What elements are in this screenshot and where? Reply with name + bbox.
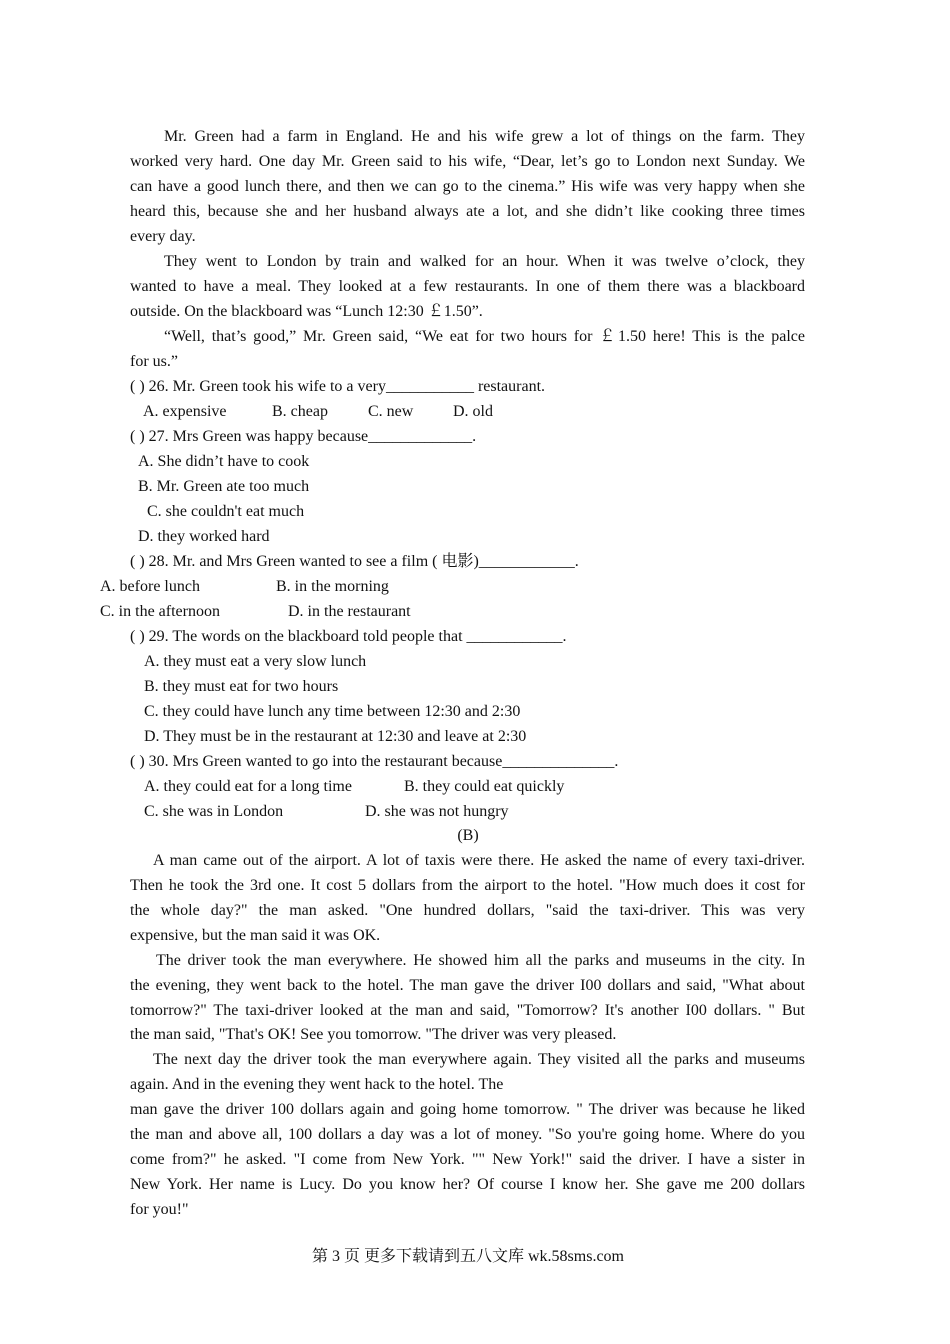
passage-b-p3-line-6: New York. Her name is Lucy. Do you know her? Of course I know her. She gave me 200 dollars — [130, 1176, 805, 1193]
question-28-option-a: A. before lunch — [100, 578, 200, 595]
passage-a-p1-line-5: every day. — [130, 228, 196, 245]
question-29-option-a: A. they must eat a very slow lunch — [144, 653, 367, 670]
passage-a-p1-line-3: can have a good lunch there, and then we can go to the cinema.” His wife was very happy when she — [130, 178, 805, 195]
passage-b-p1-line-4: expensive, but the man said it was OK. — [130, 927, 381, 944]
question-28-stem: ( ) 28. Mr. and Mrs Green wanted to see a film ( 电影)____________. — [130, 553, 579, 570]
question-30-option-a: A. they could eat for a long time — [144, 778, 352, 795]
passage-b-p2-line-4: the man said, "That's OK! See you tomorrow. "The driver was very pleased. — [130, 1026, 617, 1043]
passage-b-p1-line-2: Then he took the 3rd one. It cost 5 dollars from the airport to the hotel. "How much does it cost for — [130, 877, 805, 894]
page-footer: 第 3 页 更多下载请到五八文库 wk.58sms.com — [311, 1248, 624, 1265]
question-30-stem: ( ) 30. Mrs Green wanted to go into the restaurant because______________. — [130, 753, 619, 770]
passage-a-p3-line-1: “Well, that’s good,” Mr. Green said, “We eat for two hours for ￡1.50 here! This is the palce — [164, 328, 805, 345]
question-26-option-d: D. old — [453, 403, 493, 420]
passage-b-p2-line-3: tomorrow?" The taxi-driver looked at the man and said, "Tomorrow? It's another I00 dollars. " But — [130, 1002, 805, 1019]
question-26-stem: ( ) 26. Mr. Green took his wife to a very___________ restaurant. — [130, 378, 546, 395]
question-28-option-d: D. in the restaurant — [288, 603, 411, 620]
passage-b-p3-line-1: The next day the driver took the man everywhere again. They visited all the parks and museums — [153, 1051, 805, 1068]
passage-a-p3-line-2: for us.” — [130, 353, 178, 370]
passage-a-p2-line-3: outside. On the blackboard was “Lunch 12:30 ￡1.50”. — [130, 303, 483, 320]
question-27-option-b: B. Mr. Green ate too much — [138, 478, 310, 495]
question-30-option-c: C. she was in London — [144, 803, 284, 820]
question-29-stem: ( ) 29. The words on the blackboard told people that ____________. — [130, 628, 567, 645]
passage-a-p2-line-2: wanted to have a meal. They looked at a few restaurants. In one of them there was a blackboard — [130, 278, 805, 295]
question-28-option-b: B. in the morning — [276, 578, 389, 595]
question-29-option-c: C. they could have lunch any time between 12:30 and 2:30 — [144, 703, 521, 720]
passage-a-p1-line-4: heard this, because she and her husband always ate a lot, and she didn’t like cooking three times — [130, 203, 805, 220]
section-b-heading: (B) — [457, 827, 479, 844]
question-30-option-d: D. she was not hungry — [365, 803, 509, 820]
passage-b-p3-line-7: for you!" — [130, 1201, 189, 1218]
question-26-option-c: C. new — [368, 403, 414, 420]
passage-b-p3-line-4: the man and above all, 100 dollars a day was a lot of money. "So you're going home. Where do you — [130, 1126, 805, 1143]
passage-a-p1-line-1: Mr. Green had a farm in England. He and his wife grew a lot of things on the farm. They — [164, 128, 805, 145]
question-30-option-b: B. they could eat quickly — [404, 778, 565, 795]
question-27-stem: ( ) 27. Mrs Green was happy because_____________. — [130, 428, 477, 445]
question-27-option-c: C. she couldn't eat much — [147, 503, 305, 520]
passage-a-p2-line-1: They went to London by train and walked for an hour. When it was twelve o’clock, they — [164, 253, 805, 270]
passage-b-p2-line-1: The driver took the man everywhere. He showed him all the parks and museums in the city. In — [156, 952, 805, 969]
passage-b-p1-line-3: the whole day?" the man asked. "One hundred dollars, "said the taxi-driver. This was very — [130, 902, 805, 919]
passage-b-p3-line-2: again. And in the evening they went hack to the hotel. The — [130, 1076, 504, 1093]
passage-b-p3-line-5: come from?" he asked. "I come from New York. "" New York!" said the driver. I have a sister in — [130, 1151, 805, 1168]
question-29-option-d: D. They must be in the restaurant at 12:30 and leave at 2:30 — [144, 728, 527, 745]
passage-b-p1-line-1: A man came out of the airport. A lot of taxis were there. He asked the name of every taxi-driver. — [153, 852, 805, 869]
passage-b-p3-line-3: man gave the driver 100 dollars again and going home tomorrow. " The driver was because he liked — [130, 1101, 805, 1118]
question-27-option-d: D. they worked hard — [138, 528, 270, 545]
passage-b-p2-line-2: the evening, they went back to the hotel. The man gave the driver I00 dollars and said, "What about — [130, 977, 805, 994]
question-26-option-b: B. cheap — [272, 403, 328, 420]
question-29-option-b: B. they must eat for two hours — [144, 678, 339, 695]
question-26-option-a: A. expensive — [143, 403, 227, 420]
question-28-option-c: C. in the afternoon — [100, 603, 220, 620]
question-27-option-a: A. She didn’t have to cook — [138, 453, 310, 470]
passage-a-p1-line-2: worked very hard. One day Mr. Green said to his wife, “Dear, let’s go to London next Sunday. We — [130, 153, 805, 170]
